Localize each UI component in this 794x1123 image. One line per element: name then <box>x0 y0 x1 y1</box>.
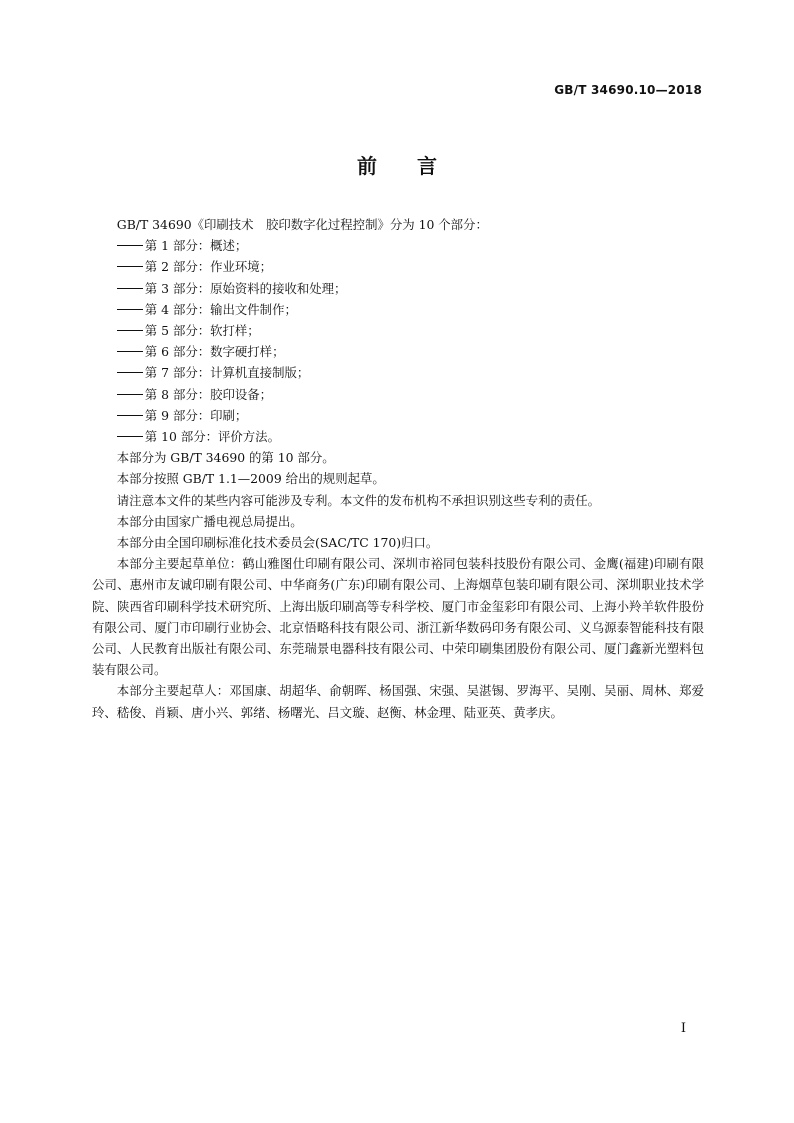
paragraph: 本部分为 GB/T 34690 的第 10 部分。 <box>116 450 335 466</box>
title-char-right: 言 <box>417 154 437 178</box>
part-list-item <box>92 384 704 405</box>
document-body <box>92 214 704 723</box>
paragraph: 请注意本文件的某些内容可能涉及专利。本文件的发布机构不承担识别这些专利的责任。 <box>116 492 601 508</box>
part-label: 第 9 部分：印刷； <box>144 407 248 423</box>
em-dash-mark <box>117 245 143 246</box>
part-label: 第 2 部分：作业环境； <box>144 259 273 275</box>
standard-code: GB/T 34690.10—2018 <box>554 83 702 97</box>
drafters-paragraph: 本部分主要起草人：邓国康、胡超华、俞朝晖、杨国强、宋强、吴湛锡、罗海平、吴刚、吴丽、周林、郑爱玲、嵇俊、肖颖、唐小兴、郭绪、杨曙光、吕文璇、赵衡、林金理、陆亚英、黄孝庆。 <box>92 683 704 720</box>
title-char-left: 前 <box>357 154 377 178</box>
paragraph: 本部分按照 GB/T 1.1—2009 给出的规则起草。 <box>116 471 385 487</box>
part-list-item <box>92 235 704 256</box>
em-dash-mark <box>117 330 143 331</box>
part-list-item <box>92 405 704 426</box>
em-dash-mark <box>117 394 143 395</box>
part-label: 第 10 部分：评价方法。 <box>144 429 280 445</box>
em-dash-mark <box>117 351 143 352</box>
part-label: 第 3 部分：原始资料的接收和处理； <box>144 280 347 296</box>
paragraph: 本部分由国家广播电视总局提出。 <box>116 513 303 529</box>
page-title <box>0 150 794 179</box>
part-list-item <box>92 341 704 362</box>
part-list-item <box>92 426 704 447</box>
part-label: 第 5 部分：软打样； <box>144 323 260 339</box>
part-list-item <box>92 362 704 383</box>
part-list-item <box>92 320 704 341</box>
part-label: 第 7 部分：计算机直接制版； <box>144 365 310 381</box>
em-dash-mark <box>117 309 143 310</box>
em-dash-mark <box>117 372 143 373</box>
em-dash-mark <box>117 415 143 416</box>
part-list-item <box>92 278 704 299</box>
part-label: 第 1 部分：概述； <box>144 238 248 254</box>
paragraph: 本部分由全国印刷标准化技术委员会(SAC/TC 170)归口。 <box>116 535 439 551</box>
page-number: I <box>680 1021 686 1036</box>
part-label: 第 6 部分：数字硬打样； <box>144 344 285 360</box>
intro-paragraph: GB/T 34690《印刷技术 胶印数字化过程控制》分为 10 个部分： <box>116 217 488 232</box>
part-list-item <box>92 256 704 277</box>
drafting-units-paragraph: 本部分主要起草单位：鹤山雅图仕印刷有限公司、深圳市裕同包装科技股份有限公司、金鹰(福建)印刷有限公司、惠州市友诚印刷有限公司、中华商务(广东)印刷有限公司、上海烟草包装印刷有限公司、深圳职业技术学院、陕西省印刷科学技术研究所、上海出版印刷高等专科学校、厦门市金玺彩印有限公司、上海小羚羊软件股份有限公司、厦门市印刷行业协会、北京悟略科技有限公司、浙江新华数码印务有限公司、义乌源泰智能科技有限公司、人民教育出版社有限公司、东莞瑞景电器科技有限公司、中荣印刷集团股份有限公司、厦门鑫新光塑料包装有限公司。 <box>92 556 704 678</box>
em-dash-mark <box>117 288 143 289</box>
part-label: 第 8 部分：胶印设备； <box>144 386 273 402</box>
part-label: 第 4 部分：输出文件制作； <box>144 301 297 317</box>
em-dash-mark <box>117 266 143 267</box>
em-dash-mark <box>117 436 143 437</box>
part-list-item <box>92 299 704 320</box>
